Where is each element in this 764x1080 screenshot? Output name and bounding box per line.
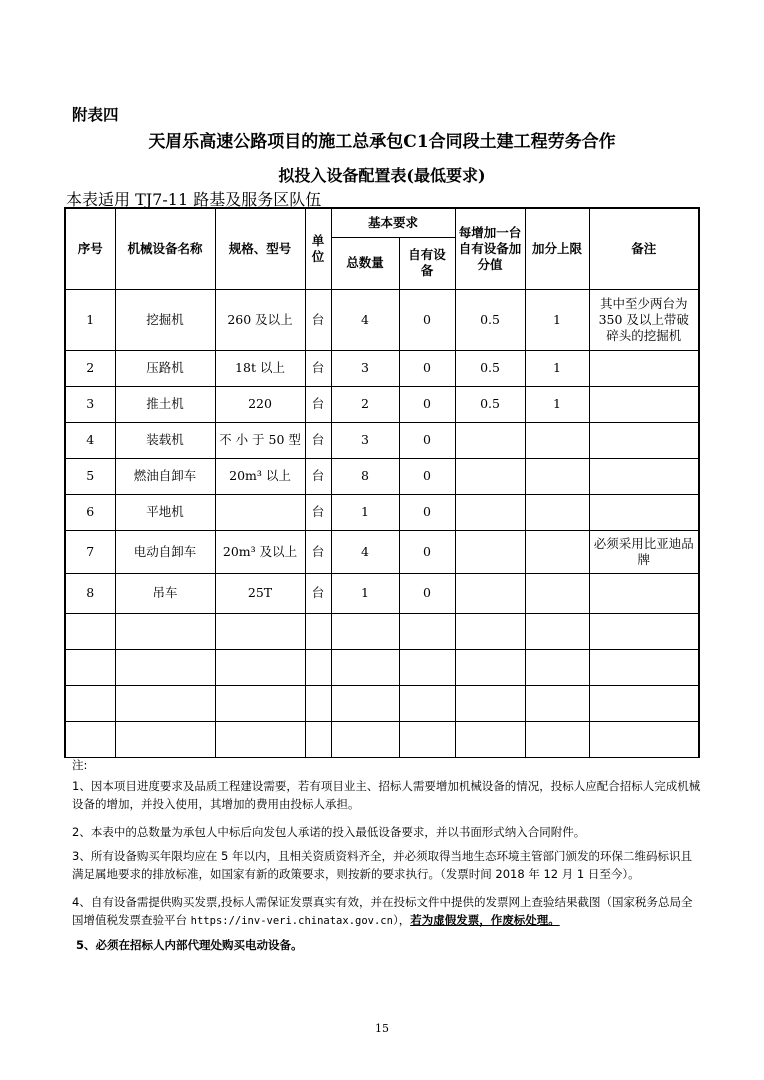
cell-equipment-name: 吊车 [115, 573, 215, 613]
cell-own: 0 [399, 422, 455, 458]
cell-total: 1 [331, 494, 399, 530]
cell-seq: 8 [65, 573, 115, 613]
cell-total: 4 [331, 289, 399, 350]
cell-equipment-name: 挖掘机 [115, 289, 215, 350]
cell-bonus: 0.5 [455, 386, 525, 422]
table-scope-note: 本表适用 TJ7-11 路基及服务区队伍 [66, 190, 322, 209]
note-4-emphasis: 若为虚假发票，作废标处理。 [410, 913, 560, 927]
cell-own: 0 [399, 350, 455, 386]
note-2: 2、本表中的总数量为承包人中标后向发包人承诺的投入最低设备要求，并以书面形式纳入合同附件。 [72, 825, 586, 839]
header-bonus-per-unit: 每增加一台自有设备加分值 [455, 208, 525, 289]
cell-spec: 18t 以上 [215, 350, 305, 386]
table-row [65, 422, 699, 458]
table-row-empty [65, 613, 699, 649]
cell-spec: 20m³ 及以上 [215, 530, 305, 573]
cell-equipment-name: 平地机 [115, 494, 215, 530]
table-row [65, 386, 699, 422]
cell-equipment-name: 装载机 [115, 422, 215, 458]
cell-remark [589, 386, 699, 422]
cell-equipment-name: 燃油自卸车 [115, 458, 215, 494]
header-remark: 备注 [589, 208, 699, 289]
header-spec: 规格、型号 [215, 208, 305, 289]
header-total-quantity: 总数量 [331, 237, 399, 289]
cell-seq: 1 [65, 289, 115, 350]
note-1: 1、因本项目进度要求及品质工程建设需要，若有项目业主、招标人需要增加机械设备的情况，投标人应配合招标人完成机械设备的增加，并投入使用，其增加的费用由投标人承担。 [72, 779, 701, 811]
annex-label: 附表四 [72, 105, 119, 124]
cell-remark [589, 422, 699, 458]
page-number: 15 [375, 1022, 389, 1035]
header-own-equipment: 自有设备 [399, 237, 455, 289]
table-title: 拟投入设备配置表(最低要求) [278, 166, 486, 185]
cell-equipment-name: 电动自卸车 [115, 530, 215, 573]
table-row [65, 573, 699, 613]
cell-unit: 台 [305, 386, 331, 422]
cell-unit: 台 [305, 422, 331, 458]
note-4 [72, 893, 702, 930]
cell-equipment-name: 压路机 [115, 350, 215, 386]
note-4-text: 4、自有设备需提供购买发票,投标人需保证发票真实有效，并在投标文件中提供的发票网上查验结果截图（国家税务总局全国增值税发票查验平台 [72, 895, 693, 927]
cell-total: 4 [331, 530, 399, 573]
cell-own: 0 [399, 494, 455, 530]
cell-bonus [455, 494, 525, 530]
cell-total: 3 [331, 350, 399, 386]
table-row [65, 289, 699, 350]
note-4-close: ）， [392, 913, 411, 927]
cell-own: 0 [399, 530, 455, 573]
table-row-empty [65, 721, 699, 757]
table-row [65, 494, 699, 530]
table-row [65, 530, 699, 573]
cell-remark [589, 458, 699, 494]
cell-unit: 台 [305, 530, 331, 573]
cell-limit [525, 530, 589, 573]
cell-remark [589, 350, 699, 386]
cell-remark: 必须采用比亚迪品牌 [589, 530, 699, 573]
cell-limit: 1 [525, 350, 589, 386]
cell-total: 1 [331, 573, 399, 613]
cell-remark [589, 494, 699, 530]
cell-spec [215, 494, 305, 530]
cell-equipment-name: 推土机 [115, 386, 215, 422]
cell-seq: 3 [65, 386, 115, 422]
cell-seq: 5 [65, 458, 115, 494]
cell-seq: 2 [65, 350, 115, 386]
cell-spec: 20m³ 以上 [215, 458, 305, 494]
cell-own: 0 [399, 386, 455, 422]
cell-unit: 台 [305, 573, 331, 613]
cell-seq: 6 [65, 494, 115, 530]
cell-remark [589, 573, 699, 613]
cell-spec: 不 小 于 50 型 [215, 422, 305, 458]
document-title: 天眉乐高速公路项目的施工总承包C1合同段土建工程劳务合作 [148, 132, 616, 152]
cell-limit: 1 [525, 386, 589, 422]
invoice-verify-link[interactable]: https://inv-veri.chinatax.gov.cn [190, 915, 393, 927]
table-row [65, 458, 699, 494]
header-bonus-limit: 加分上限 [525, 208, 589, 289]
cell-spec: 260 及以上 [215, 289, 305, 350]
cell-bonus [455, 458, 525, 494]
cell-total: 8 [331, 458, 399, 494]
notes-heading: 注: [72, 758, 88, 772]
cell-own: 0 [399, 573, 455, 613]
note-5: 5、必须在招标人内部代理处购买电动设备。 [76, 938, 303, 952]
table-row [65, 350, 699, 386]
cell-bonus: 0.5 [455, 289, 525, 350]
cell-limit: 1 [525, 289, 589, 350]
equipment-table [64, 207, 700, 758]
header-seq: 序号 [65, 208, 115, 289]
cell-unit: 台 [305, 458, 331, 494]
cell-remark: 其中至少两台为 350 及以上带破碎头的挖掘机 [589, 289, 699, 350]
cell-seq: 4 [65, 422, 115, 458]
cell-total: 2 [331, 386, 399, 422]
header-basic-requirements: 基本要求 [331, 208, 455, 237]
cell-limit [525, 422, 589, 458]
cell-bonus: 0.5 [455, 350, 525, 386]
cell-unit: 台 [305, 494, 331, 530]
cell-limit [525, 458, 589, 494]
cell-bonus [455, 573, 525, 613]
table-row-empty [65, 685, 699, 721]
table-row-empty [65, 649, 699, 685]
cell-bonus [455, 422, 525, 458]
cell-own: 0 [399, 458, 455, 494]
cell-limit [525, 494, 589, 530]
cell-bonus [455, 530, 525, 573]
cell-total: 3 [331, 422, 399, 458]
cell-seq: 7 [65, 530, 115, 573]
cell-spec: 220 [215, 386, 305, 422]
note-3: 3、所有设备购买年限均应在 5 年以内，且相关资质资料齐全，并必须取得当地生态环境主管部门颁发的环保二维码标识且满足属地要求的排放标准，如国家有新的政策要求，则按新的要求执行。（发票时间 2018 年 12 月 1 日至今）。 [72, 849, 692, 881]
cell-spec: 25T [215, 573, 305, 613]
header-unit: 单位 [305, 208, 331, 289]
cell-unit: 台 [305, 289, 331, 350]
cell-own: 0 [399, 289, 455, 350]
cell-unit: 台 [305, 350, 331, 386]
header-equipment-name: 机械设备名称 [115, 208, 215, 289]
cell-limit [525, 573, 589, 613]
